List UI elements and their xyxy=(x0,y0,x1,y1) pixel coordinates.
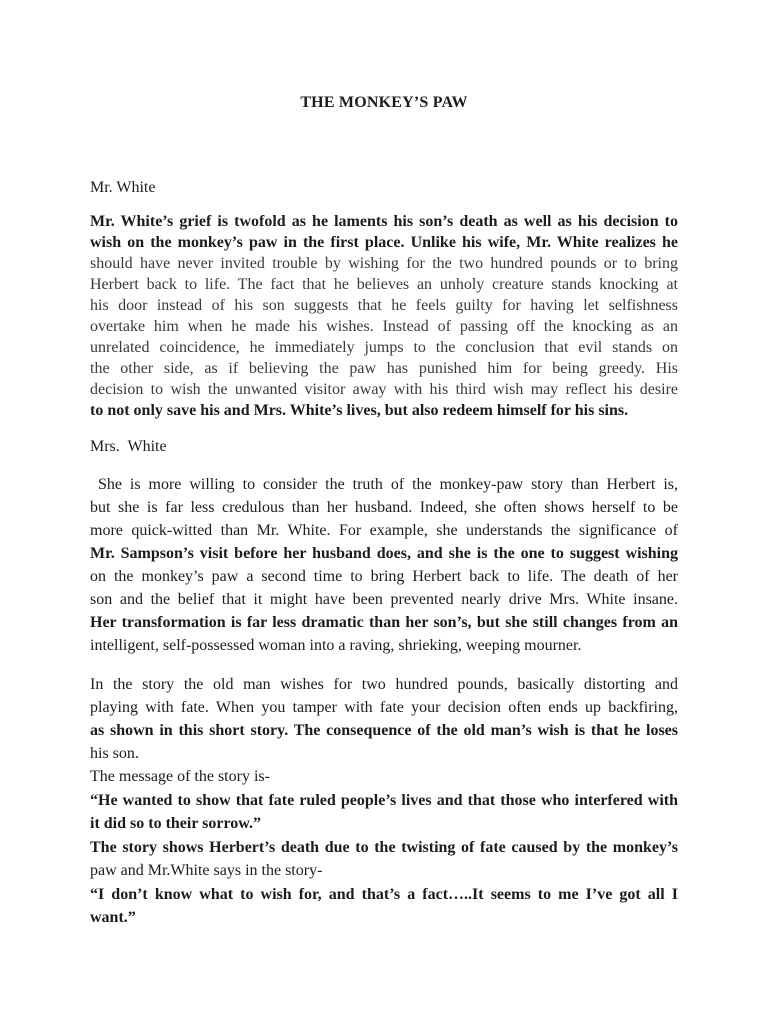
paragraph-line: She is more willing to consider the truth of the monkey-paw story than Herbert is, xyxy=(90,476,678,493)
paragraph-line: Herbert back to life. The fact that he believes an unholy creature stands knocking at xyxy=(90,276,678,293)
paragraph-line: wish on the monkey’s paw in the first place. Unlike his wife, Mr. White realizes he xyxy=(90,234,678,251)
paragraph-line: decision to wish the unwanted visitor away with his third wish may reflect his desire xyxy=(90,381,678,398)
paragraph-line: should have never invited trouble by wishing for the two hundred pounds or to bring xyxy=(90,255,678,272)
paragraph-line: The story shows Herbert’s death due to the twisting of fate caused by the monkey’s xyxy=(90,839,678,856)
paragraph-line: In the story the old man wishes for two hundred pounds, basically distorting and xyxy=(90,676,678,693)
paragraph-line: his door instead of his son suggests that he feels guilty for having let selfishness xyxy=(90,297,678,314)
paragraph-line: on the monkey’s paw a second time to bring Herbert back to life. The death of her xyxy=(90,568,678,585)
paragraph-line: intelligent, self-possessed woman into a raving, shrieking, weeping mourner. xyxy=(90,637,582,654)
section-heading-mrs-white: Mrs. White xyxy=(90,438,167,455)
paragraph-line: more quick-witted than Mr. White. For example, she understands the significance of xyxy=(90,522,678,539)
paragraph-line: the other side, as if believing the paw has punished him for being greedy. His xyxy=(90,360,678,377)
paragraph-line: unrelated coincidence, he immediately jumps to the conclusion that evil stands on xyxy=(90,339,678,356)
quote-line: it did so to their sorrow.” xyxy=(90,815,261,832)
quote-line: want.” xyxy=(90,909,136,926)
paragraph-line: overtake him when he made his wishes. Instead of passing off the knocking as an xyxy=(90,318,678,335)
paragraph-line: as shown in this short story. The consequence of the old man’s wish is that he loses xyxy=(90,722,678,739)
paragraph-line: Mr. Sampson’s visit before her husband does, and she is the one to suggest wishing xyxy=(90,545,678,562)
paragraph-line: playing with fate. When you tamper with fate your decision often ends up backfiring, xyxy=(90,699,678,716)
paragraph-line: to not only save his and Mrs. White’s lives, but also redeem himself for his sins. xyxy=(90,402,629,419)
quote-line: “He wanted to show that fate ruled people’s lives and that those who interfered with xyxy=(90,792,678,809)
page-title: THE MONKEY’S PAW xyxy=(300,94,468,111)
paragraph-line: but she is far less credulous than her husband. Indeed, she often shows herself to be xyxy=(90,499,678,516)
quote-line: “I don’t know what to wish for, and that’s a fact…..It seems to me I’ve got all I xyxy=(90,886,678,903)
paragraph-line: son and the belief that it might have been prevented nearly drive Mrs. White insane. xyxy=(90,591,678,608)
paragraph-line: paw and Mr.White says in the story- xyxy=(90,862,323,879)
paragraph-line: his son. xyxy=(90,745,139,762)
paragraph-line: The message of the story is- xyxy=(90,768,270,785)
section-heading-mr-white: Mr. White xyxy=(90,179,156,196)
paragraph-line: Mr. White’s grief is twofold as he laments his son’s death as well as his decision to xyxy=(90,213,678,230)
paragraph-line: Her transformation is far less dramatic than her son’s, but she still changes from an xyxy=(90,614,678,631)
